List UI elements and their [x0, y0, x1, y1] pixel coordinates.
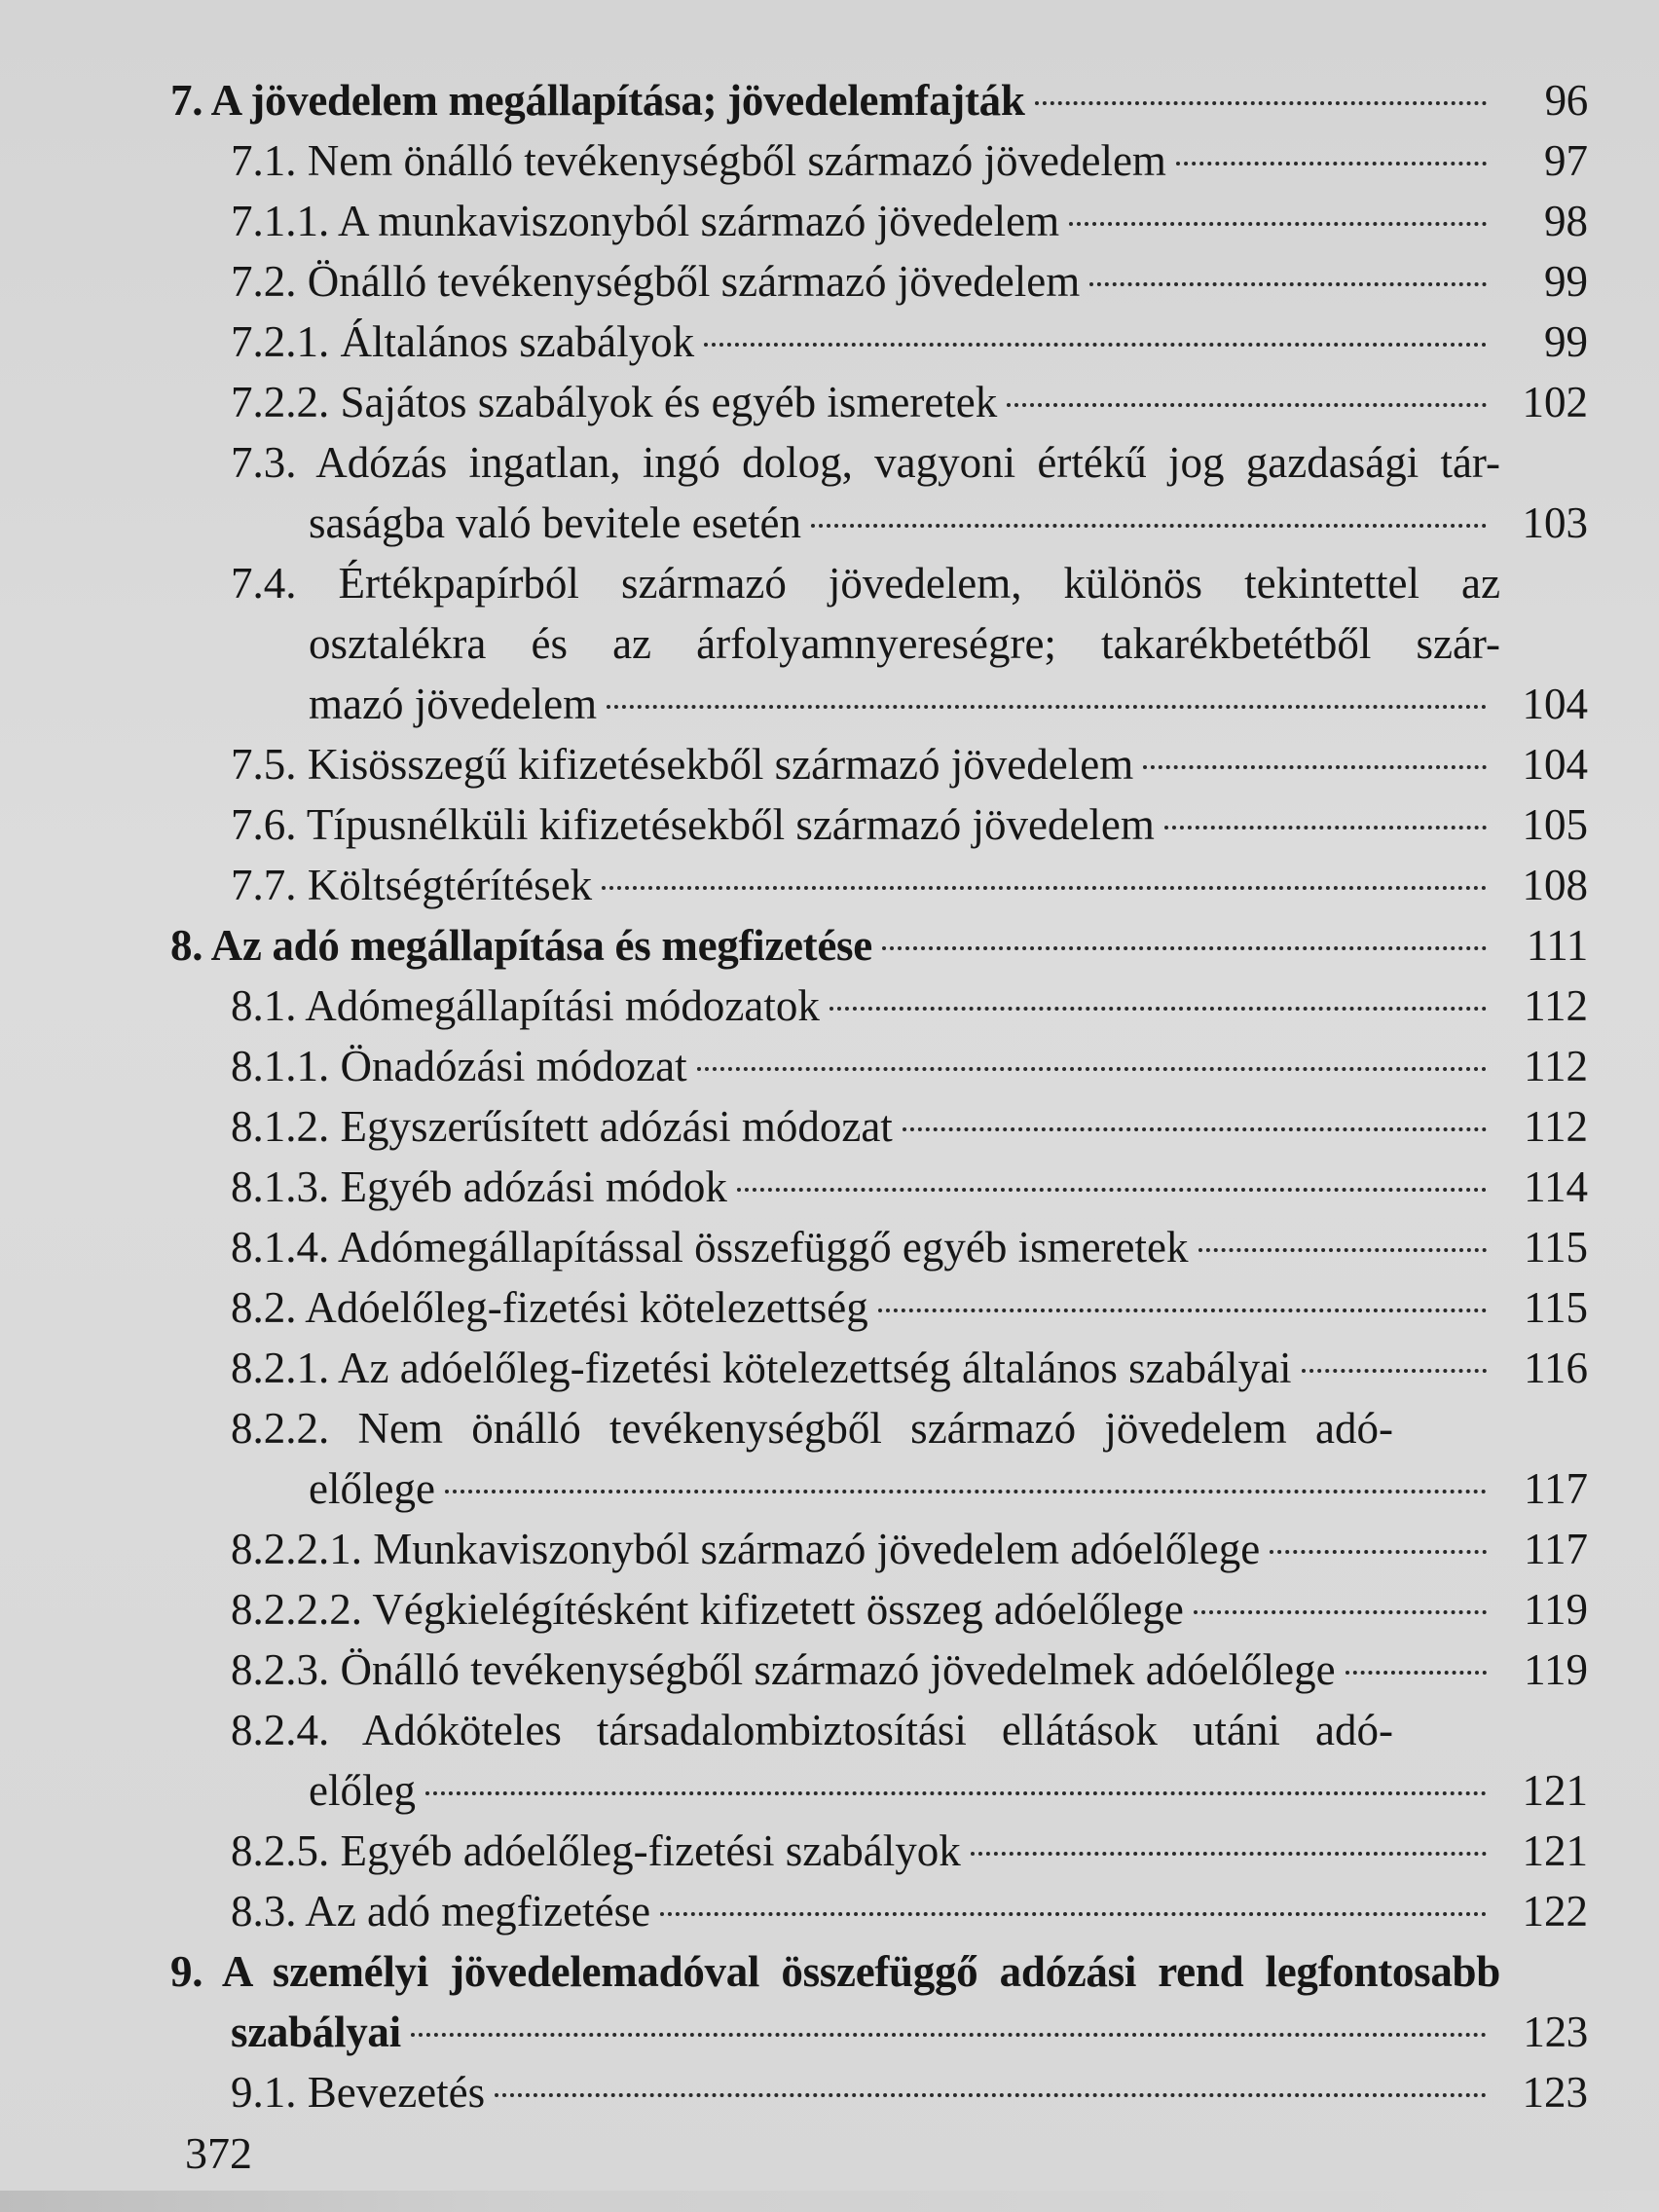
toc-entry-multiline: [170, 432, 1607, 553]
dot-leader: [445, 1490, 1487, 1493]
dot-leader: [1007, 403, 1487, 407]
toc-entry-title-line2: osztalékra és az árfolyamnyereségre; takarékbetétből szár-: [309, 619, 1500, 668]
dot-leader: [1069, 222, 1487, 226]
toc-entry-title-line2: saságba való bevitele esetén: [309, 498, 802, 547]
toc-entry-title: 7.5. Kisösszegű kifizetésekből származó jövedelem: [231, 740, 1134, 789]
toc-entry: [170, 794, 1607, 855]
dot-leader: [1346, 1671, 1487, 1675]
dot-leader: [737, 1188, 1487, 1192]
toc-page-number: 96: [1544, 76, 1588, 125]
toc-entry-title: 7.2. Önálló tevékenységből származó jövedelem: [231, 257, 1081, 306]
toc-entry: [170, 1338, 1607, 1398]
toc-entry-title: 8.2.2.2. Végkielégítésként kifizetett összeg adóelőlege: [231, 1585, 1184, 1634]
toc-entry: [170, 312, 1607, 372]
dot-leader: [411, 2033, 1487, 2037]
toc-entry: [170, 976, 1607, 1036]
dot-leader: [811, 524, 1487, 528]
toc-entry: [170, 1096, 1607, 1157]
toc-entry-title-line1: 9. A személyi jövedelemadóval összefüggő adózási rend legfontosabb: [170, 1947, 1500, 1996]
toc-entry-title: 8.2.2.1. Munkaviszonyból származó jövedelem adóelőlege: [231, 1525, 1261, 1573]
toc-page-number: 111: [1526, 921, 1588, 970]
dot-leader: [1089, 282, 1487, 286]
toc-entry-title-line2: előleg: [309, 1766, 416, 1815]
toc-page-number: 119: [1524, 1585, 1588, 1634]
toc-page-number: 115: [1524, 1283, 1588, 1332]
dot-leader: [1035, 101, 1487, 105]
dot-leader: [882, 946, 1487, 950]
toc-entry-title: 8.2.3. Önálló tevékenységből származó jövedelmek adóelőlege: [231, 1645, 1336, 1694]
toc-entry-title: 8.1. Adómegállapítási módozatok: [231, 981, 820, 1030]
toc-entry: [170, 1036, 1607, 1096]
toc-page-number: 116: [1524, 1344, 1588, 1392]
toc-entry-chapter-8: [170, 915, 1607, 976]
toc-entry: [170, 130, 1607, 191]
toc-entry-title-line3: mazó jövedelem: [309, 680, 598, 728]
toc-page-number: 114: [1524, 1162, 1588, 1211]
toc-page-number: 108: [1522, 861, 1588, 909]
toc-page-number: 121: [1522, 1766, 1588, 1815]
toc-entry-title: 8.2. Adóelőleg-fizetési kötelezettség: [231, 1283, 868, 1332]
toc-page-number: 97: [1544, 136, 1588, 185]
toc-page-number: 115: [1524, 1223, 1588, 1272]
toc-page-number: 105: [1522, 800, 1588, 849]
toc-entry: [170, 1519, 1607, 1579]
toc-entry: [170, 251, 1607, 312]
toc-entry-title: 8.3. Az adó megfizetése: [231, 1887, 651, 1936]
toc-entry-title-line1: 8.2.2. Nem önálló tevékenységből származó jövedelem adó-: [231, 1404, 1393, 1453]
dot-leader: [495, 2093, 1487, 2097]
toc-page-number: 119: [1524, 1645, 1588, 1694]
toc-page-number: 117: [1524, 1525, 1588, 1573]
toc-entry-title: 8.1.4. Adómegállapítással összefüggő egyéb ismeretek: [231, 1223, 1189, 1272]
page-edge-shadow: [0, 2191, 1659, 2212]
toc-page-number: 99: [1544, 317, 1588, 366]
toc-entry: [170, 372, 1607, 432]
dot-leader: [602, 886, 1487, 890]
dot-leader: [830, 1007, 1487, 1011]
toc-entry-title: 8.2.5. Egyéb adóelőleg-fizetési szabályok: [231, 1826, 961, 1875]
dot-leader: [903, 1127, 1487, 1131]
dot-leader: [704, 343, 1487, 347]
toc-entry-title: 8.1.1. Önadózási módozat: [231, 1042, 687, 1090]
toc-page-number: 99: [1544, 257, 1588, 306]
toc-page-number: 103: [1522, 498, 1588, 547]
dot-leader: [1198, 1248, 1488, 1252]
toc-page-number: 112: [1524, 1042, 1588, 1090]
toc-page-number: 121: [1522, 1826, 1588, 1875]
dot-leader: [697, 1067, 1487, 1071]
toc-entry-title: 8.1.3. Egyéb adózási módok: [231, 1162, 727, 1211]
toc-page-number: 122: [1522, 1887, 1588, 1936]
dot-leader: [878, 1309, 1487, 1312]
dot-leader: [1164, 826, 1487, 830]
toc-entry: [170, 855, 1607, 915]
toc-page-number: 102: [1522, 378, 1588, 426]
toc-page-number: 112: [1524, 1102, 1588, 1151]
toc-entry: [170, 191, 1607, 251]
toc-entry-multiline: [170, 1398, 1607, 1519]
dot-leader: [660, 1912, 1487, 1916]
toc-entry-title: 9.1. Bevezetés: [231, 2068, 486, 2117]
toc-entry-title: 7.2.1. Általános szabályok: [231, 317, 695, 366]
toc-entry: [170, 1217, 1607, 1277]
toc-entry: [170, 734, 1607, 794]
toc-page-number: 112: [1524, 981, 1588, 1030]
page-number: 372: [185, 2128, 252, 2178]
toc-entry-title-line1: 7.3. Adózás ingatlan, ingó dolog, vagyoni értékű jog gazdasági tár-: [231, 438, 1500, 487]
toc-page-number: 123: [1523, 2008, 1588, 2056]
toc-entry: [170, 1881, 1607, 1941]
toc-entry-chapter-9: [170, 1941, 1607, 2062]
dot-leader: [1194, 1610, 1487, 1614]
toc-entry: [170, 2062, 1607, 2122]
dot-leader: [1143, 765, 1487, 769]
toc-entry-multiline: [170, 553, 1607, 734]
toc-entry-title: 7.1.1. A munkaviszonyból származó jövedelem: [231, 197, 1060, 245]
toc-entry: [170, 1640, 1607, 1700]
toc-entry-title: 7.6. Típusnélküli kifizetésekből származó jövedelem: [231, 800, 1155, 849]
toc-entry-title: 8.1.2. Egyszerűsített adózási módozat: [231, 1102, 893, 1151]
toc-page-number: 104: [1522, 740, 1588, 789]
toc-page-number: 117: [1524, 1464, 1588, 1513]
table-of-contents: [170, 70, 1607, 2122]
toc-entry-title: 7.1. Nem önálló tevékenységből származó jövedelem: [231, 136, 1166, 185]
toc-entry-title-line1: 7.4. Értékpapírból származó jövedelem, különös tekintettel az: [231, 559, 1500, 608]
toc-entry-title: 8.2.1. Az adóelőleg-fizetési kötelezettség általános szabályai: [231, 1344, 1292, 1392]
dot-leader: [1176, 162, 1487, 166]
toc-entry: [170, 1157, 1607, 1217]
toc-entry: [170, 1277, 1607, 1338]
toc-page-number: 104: [1522, 680, 1588, 728]
dot-leader: [971, 1852, 1487, 1856]
toc-entry-multiline: [170, 1700, 1607, 1821]
toc-entry-title: 7. A jövedelem megállapítása; jövedelemfajták: [170, 76, 1025, 125]
dot-leader: [425, 1791, 1487, 1795]
toc-entry: [170, 1821, 1607, 1881]
toc-page-number: 123: [1522, 2068, 1588, 2117]
toc-entry-title-line1: 8.2.4. Adóköteles társadalombiztosítási ellátások utáni adó-: [231, 1706, 1393, 1754]
dot-leader: [1302, 1369, 1487, 1373]
toc-page-number: 98: [1544, 197, 1588, 245]
toc-entry-chapter-7: [170, 70, 1607, 130]
toc-entry-title: 7.7. Költségtérítések: [231, 861, 593, 909]
dot-leader: [1270, 1550, 1487, 1554]
dot-leader: [607, 705, 1487, 709]
toc-entry-title-line2: előlege: [309, 1464, 435, 1513]
toc-entry-title: 8. Az adó megállapítása és megfizetése: [170, 921, 872, 970]
toc-entry-title-line2: szabályai: [231, 2008, 401, 2056]
toc-entry: [170, 1579, 1607, 1640]
toc-entry-title: 7.2.2. Sajátos szabályok és egyéb ismeretek: [231, 378, 998, 426]
